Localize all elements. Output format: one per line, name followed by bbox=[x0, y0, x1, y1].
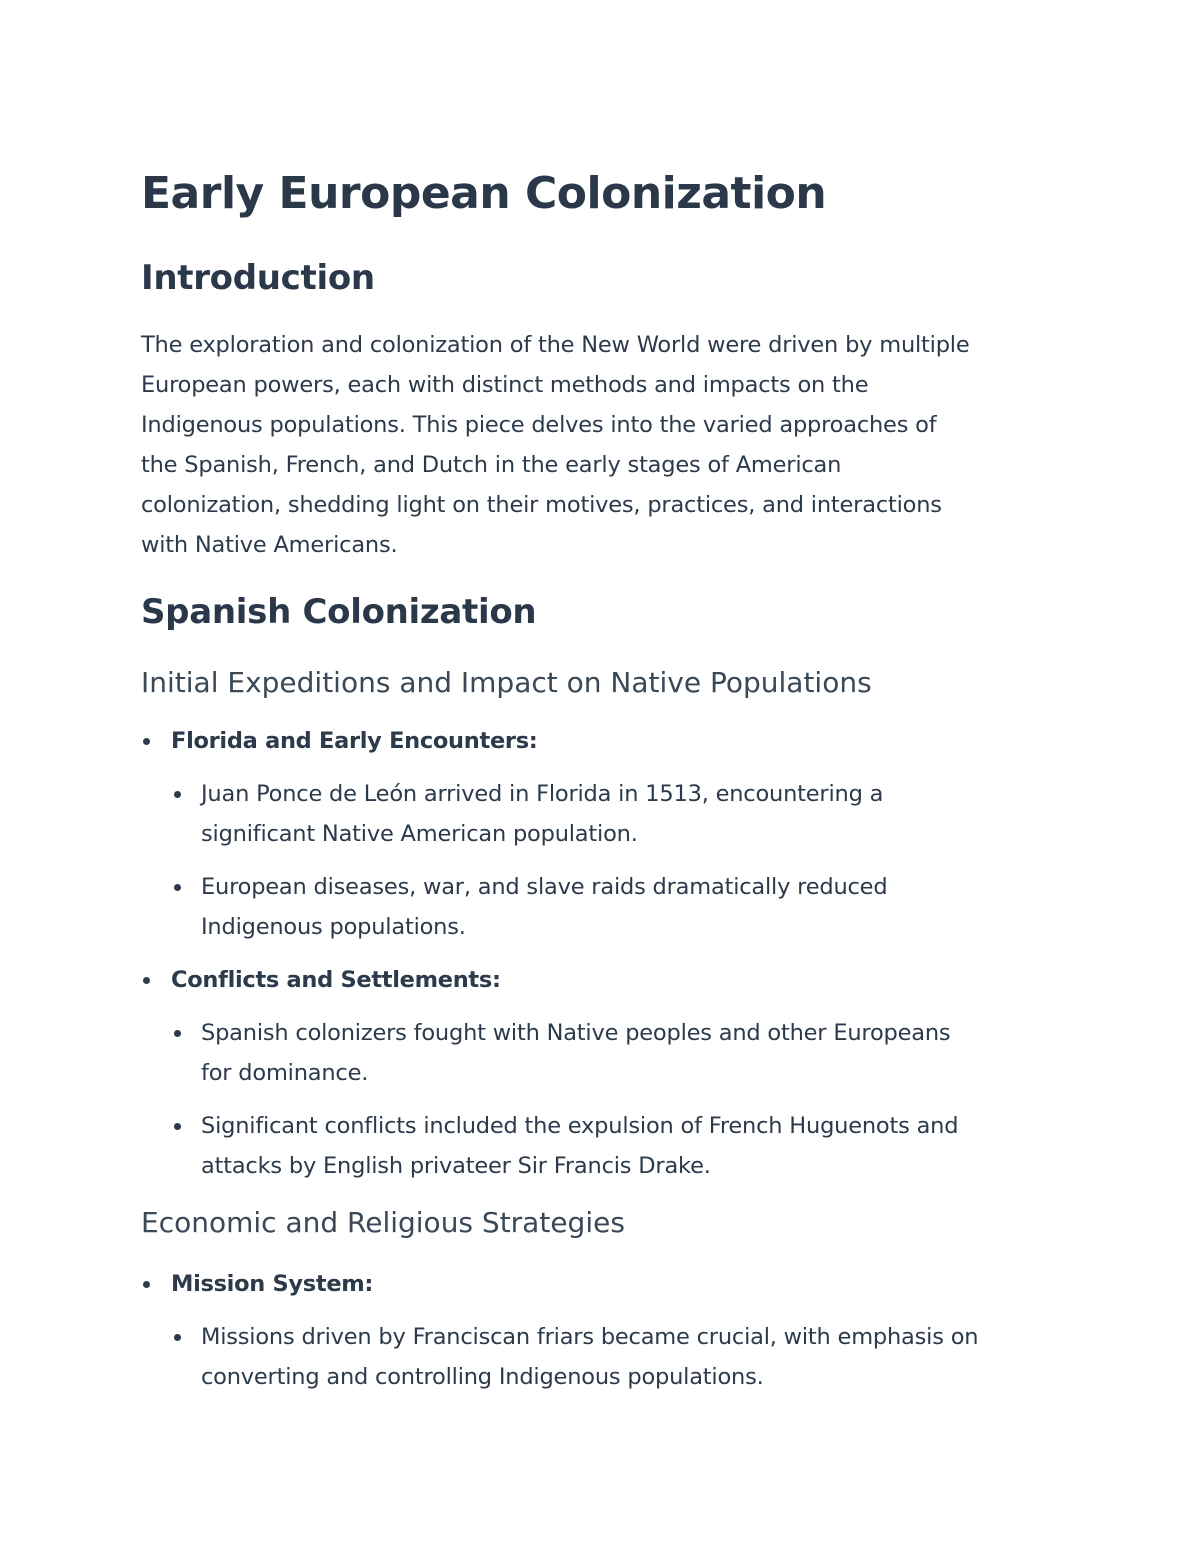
list-item-label: Conflicts and Settlements: bbox=[171, 967, 501, 993]
sub-list-item bbox=[171, 1317, 1071, 1397]
bullet-icon bbox=[174, 791, 181, 798]
sub-list bbox=[171, 1317, 1071, 1397]
sub-list-item bbox=[171, 867, 1071, 947]
spanish-colonization-heading: Spanish Colonization bbox=[141, 592, 537, 632]
sub-list bbox=[171, 774, 1071, 947]
sub-item-line: Spanish colonizers fought with Native peoples and other Europeans bbox=[201, 1020, 951, 1046]
intro-line: Indigenous populations. This piece delves into the varied approaches of bbox=[141, 412, 937, 438]
bullet-icon bbox=[143, 1281, 150, 1288]
introduction-heading: Introduction bbox=[141, 258, 375, 298]
sub-item-line: significant Native American population. bbox=[201, 821, 638, 847]
sub-item-line: converting and controlling Indigenous populations. bbox=[201, 1364, 764, 1390]
bullet-icon bbox=[143, 738, 150, 745]
sub-list-item bbox=[171, 774, 1071, 854]
initial-expeditions-heading: Initial Expeditions and Impact on Native Populations bbox=[141, 666, 872, 699]
bullet-icon bbox=[174, 1030, 181, 1037]
sub-list-item bbox=[171, 1013, 1071, 1093]
bullet-icon bbox=[174, 1334, 181, 1341]
intro-line: European powers, each with distinct methods and impacts on the bbox=[141, 372, 869, 398]
bullet-icon bbox=[174, 1123, 181, 1130]
list-item-label: Florida and Early Encounters: bbox=[171, 728, 538, 754]
sub-list bbox=[171, 1013, 1071, 1186]
document-title: Early European Colonization bbox=[141, 168, 827, 219]
economic-religious-heading: Economic and Religious Strategies bbox=[141, 1206, 625, 1239]
bullet-icon bbox=[143, 977, 150, 984]
sub-item-line: for dominance. bbox=[201, 1060, 369, 1086]
sub-item-line: Indigenous populations. bbox=[201, 914, 466, 940]
sub-item-line: Significant conflicts included the expulsion of French Huguenots and bbox=[201, 1113, 959, 1139]
sub-item-line: European diseases, war, and slave raids dramatically reduced bbox=[201, 874, 888, 900]
sub-item-line: attacks by English privateer Sir Francis Drake. bbox=[201, 1153, 711, 1179]
intro-line: colonization, shedding light on their motives, practices, and interactions bbox=[141, 492, 942, 518]
list-item-label: Mission System: bbox=[171, 1271, 374, 1297]
economic-religious-list bbox=[141, 1264, 1071, 1410]
initial-expeditions-list bbox=[141, 721, 1071, 1199]
sub-item-line: Missions driven by Franciscan friars became crucial, with emphasis on bbox=[201, 1324, 979, 1350]
sub-item-line: Juan Ponce de León arrived in Florida in 1513, encountering a bbox=[201, 781, 884, 807]
sub-list-item bbox=[171, 1106, 1071, 1186]
list-item-mission-system bbox=[141, 1264, 1071, 1397]
bullet-icon bbox=[174, 884, 181, 891]
intro-line: the Spanish, French, and Dutch in the early stages of American bbox=[141, 452, 842, 478]
intro-line: The exploration and colonization of the New World were driven by multiple bbox=[141, 332, 970, 358]
intro-line: with Native Americans. bbox=[141, 532, 398, 558]
list-item-conflicts bbox=[141, 960, 1071, 1186]
list-item-florida bbox=[141, 721, 1071, 947]
introduction-paragraph bbox=[141, 325, 1071, 565]
